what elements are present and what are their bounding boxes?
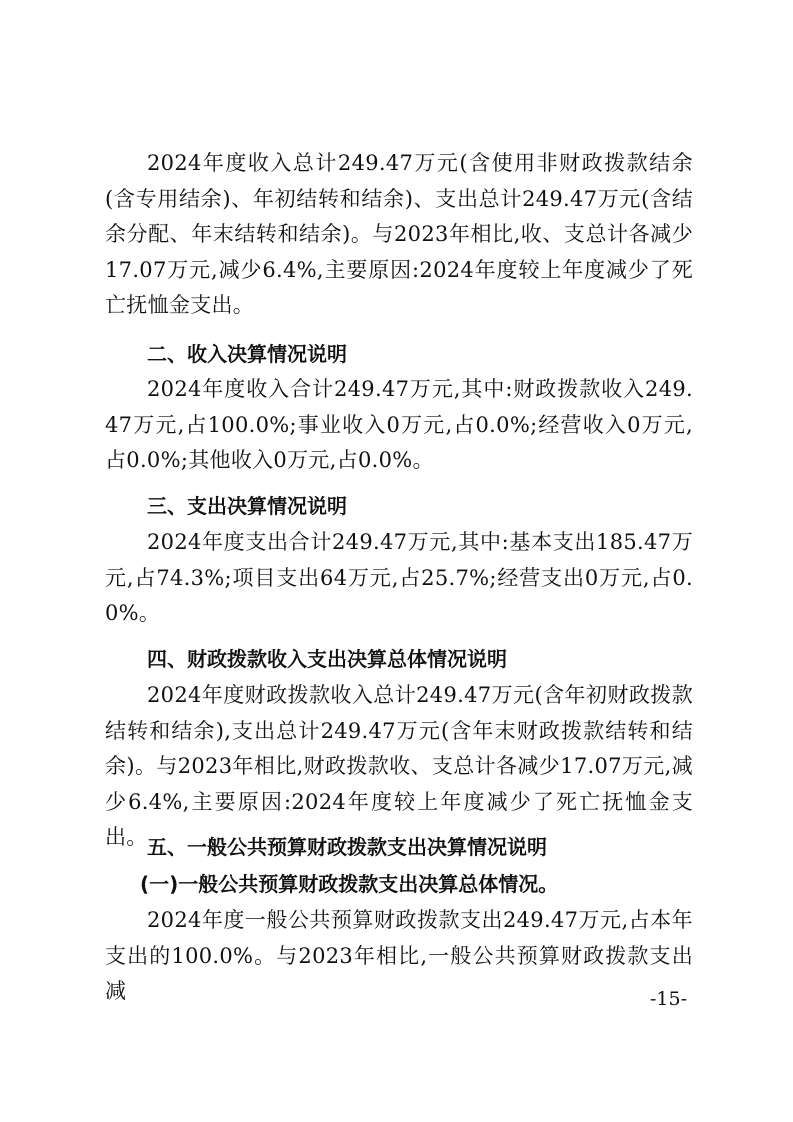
section-body-expenditure: 2024年度支出合计249.47万元,其中:基本支出185.47万元,占74.3%;项目支出64万元,占25.7%;经营支出0万元,占0.0%。 [105,530,693,625]
section-body-income: 2024年度收入合计249.47万元,其中:财政拨款收入249.47万元,占100.0%;事业收入0万元,占0.0%;经营收入0万元,占0.0%;其他收入0万元,占0.0%。 [105,377,693,472]
subsection-body-overall: 2024年度一般公共预算财政拨款支出249.47万元,占本年支出的100.0%。与2023年相比,一般公共预算财政拨款支出减 [105,908,693,1003]
section-heading-expenditure: 三、支出决算情况说明 [147,494,347,518]
intro-paragraph: 2024年度收入总计249.47万元(含使用非财政拨款结余(含专用结余)、年初结转和结余)、支出总计249.47万元(含结余分配、年末结转和结余)。与2023年相比,收、支总计各减少17.07万元,减少6.4%,主要原因:2024年度较上年度减少了死亡抚恤金支出。 [105,151,693,317]
subsection-heading-overall: (一)一般公共预算财政拨款支出决算总体情况。 [140,872,559,896]
section-body-fiscal-appropriation: 2024年度财政拨款收入总计249.47万元(含年初财政拨款结转和结余),支出总计249.47万元(含年末财政拨款结转和结余)。与2023年相比,财政拨款收、支总计各减少17.07万元,减少6.4%,主要原因:2024年度较上年度减少了死亡抚恤金支出。 [105,683,693,849]
page-number: -15- [650,988,688,1010]
section-heading-general-public-budget: 五、一般公共预算财政拨款支出决算情况说明 [147,835,547,859]
section-heading-fiscal-appropriation: 四、财政拨款收入支出决算总体情况说明 [147,647,507,671]
section-heading-income: 二、收入决算情况说明 [147,342,347,366]
